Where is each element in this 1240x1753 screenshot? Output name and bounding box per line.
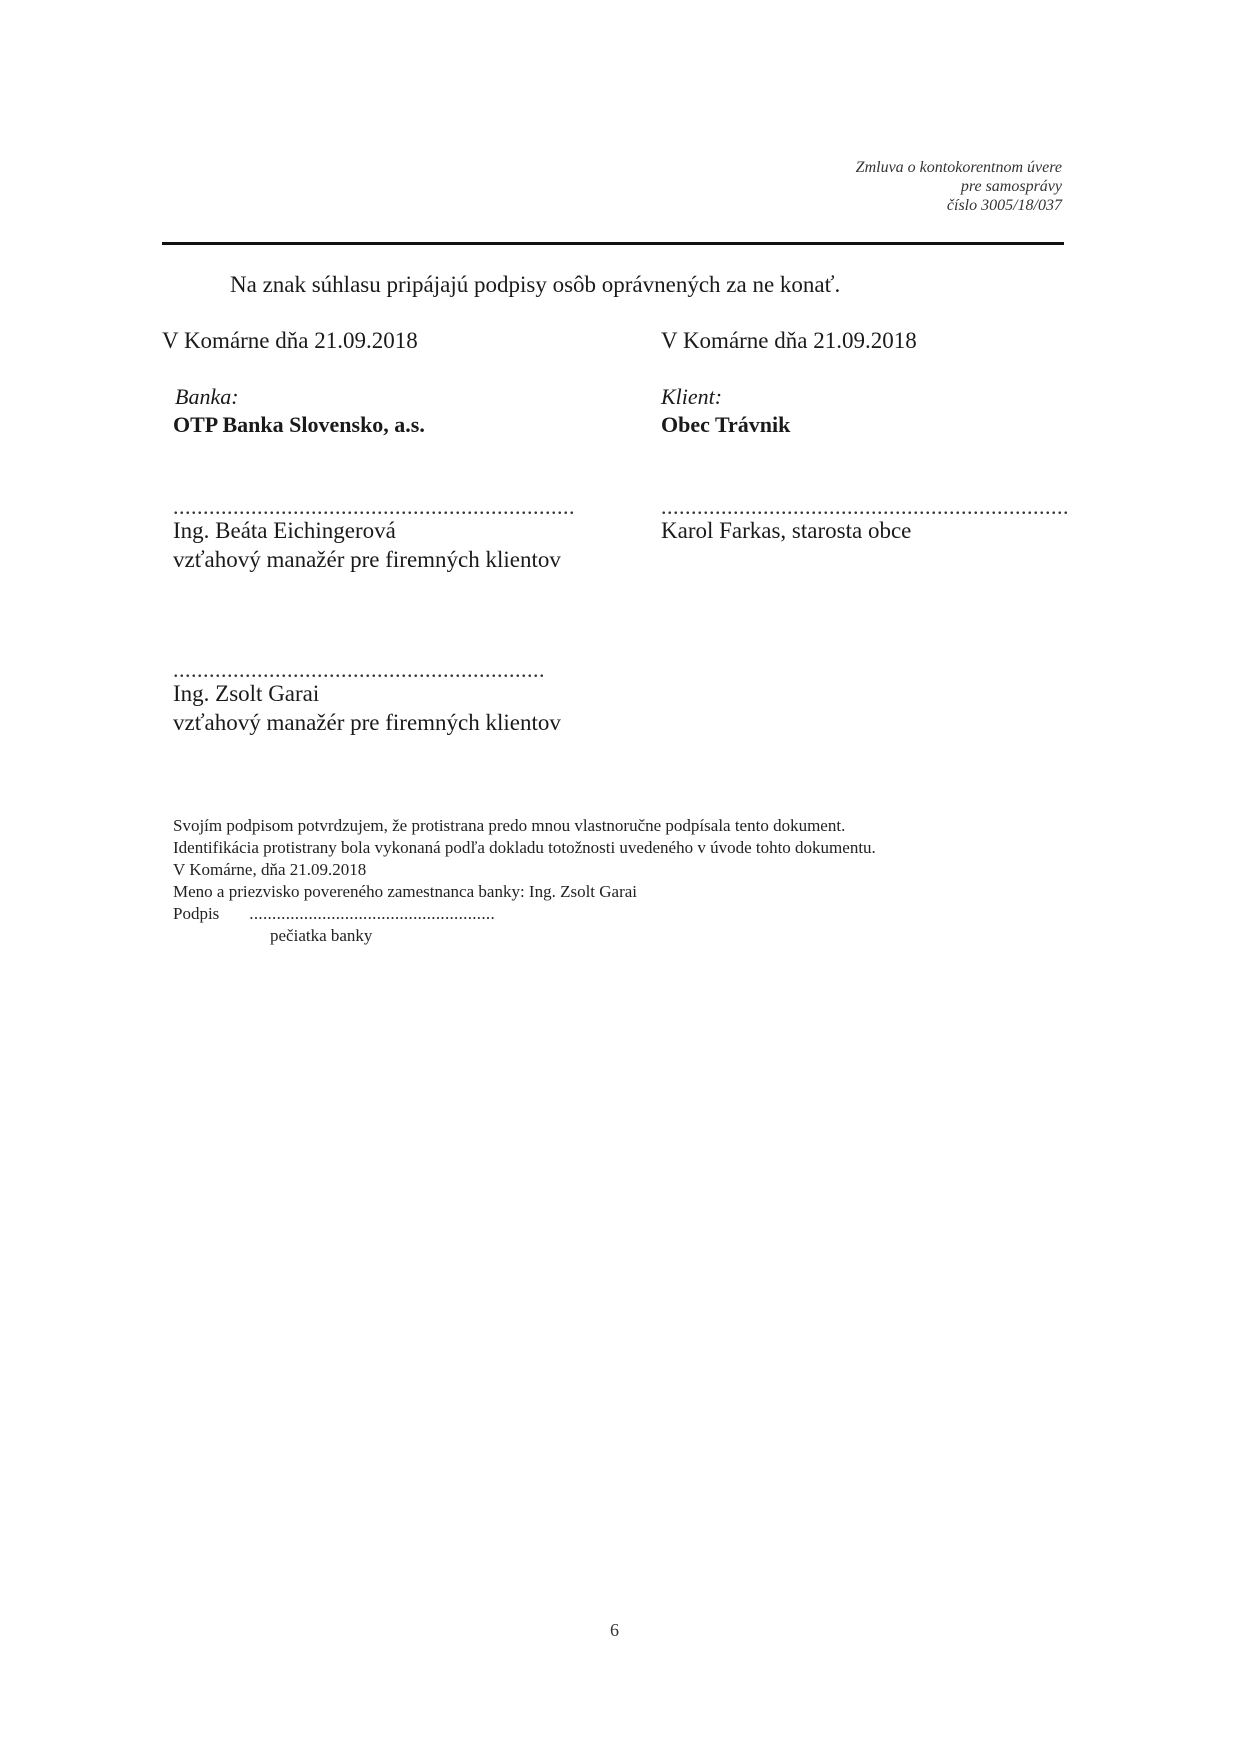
bank-signature-line-2: .............................................................. [173, 657, 545, 682]
client-signatory-name: Karol Farkas, starosta obce [661, 518, 912, 543]
header-rule [162, 242, 1064, 245]
client-place-date: V Komárne dňa 21.09.2018 [661, 328, 917, 353]
client-role-label: Klient: [661, 384, 723, 409]
verification-place-date: V Komárne, dňa 21.09.2018 [173, 860, 367, 879]
bank-place-date: V Komárne dňa 21.09.2018 [162, 328, 418, 353]
signature-label: Podpis [173, 904, 220, 923]
verification-line-1: Svojím podpisom potvrdzujem, že protistrana predo mnou vlastnoručne podpísala tento dokument. [173, 816, 846, 835]
bank-signature-line-1: ................................................................... [173, 494, 575, 519]
client-name: Obec Trávnik [661, 412, 791, 437]
document-header [856, 158, 1062, 215]
bank-name: OTP Banka Slovensko, a.s. [173, 412, 425, 437]
verification-line-2: Identifikácia protistrany bola vykonaná podľa dokladu totožnosti uvedeného v úvode tohto dokumentu. [173, 838, 876, 857]
bank-role-label: Banka: [175, 384, 239, 409]
bank-stamp-label: pečiatka banky [270, 926, 373, 945]
header-contract-title: Zmluva o kontokorentnom úvere [855, 159, 1062, 176]
verification-signature-row [173, 903, 876, 925]
verification-note [173, 815, 876, 947]
page-number: 6 [610, 1620, 619, 1640]
bank-signatory-1-name: Ing. Beáta Eichingerová [173, 518, 396, 543]
bank-signatory-1-title: vzťahový manažér pre firemných klientov [173, 547, 561, 572]
client-signature-line: .................................................................... [661, 494, 1069, 519]
bank-signatory-2-title: vzťahový manažér pre firemných klientov [173, 710, 561, 735]
header-contract-number: číslo 3005/18/037 [946, 197, 1062, 214]
signature-dots: ...................................................... [249, 904, 495, 923]
intro-text: Na znak súhlasu pripájajú podpisy osôb oprávnených za ne konať. [230, 272, 841, 297]
verification-employee: Meno a priezvisko povereného zamestnanca banky: Ing. Zsolt Garai [173, 882, 638, 901]
header-contract-subtitle: pre samosprávy [960, 178, 1062, 195]
bank-signatory-2-name: Ing. Zsolt Garai [173, 681, 320, 706]
